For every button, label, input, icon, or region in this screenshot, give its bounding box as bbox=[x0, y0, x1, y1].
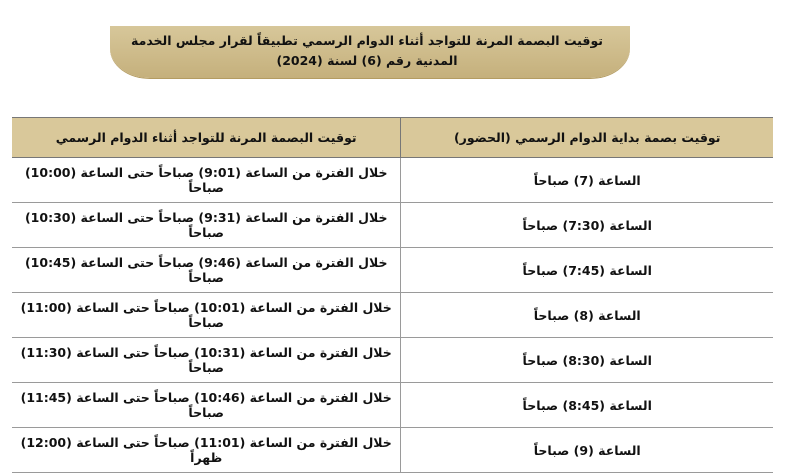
table-row bbox=[12, 248, 773, 293]
flexible-window-cell: خلال الفترة من الساعة (11:01) صباحاً حتى الساعة (12:00) ظهراً bbox=[12, 428, 401, 473]
table-row bbox=[12, 383, 773, 428]
flexible-window-cell: خلال الفترة من الساعة (10:31) صباحاً حتى الساعة (11:30) صباحاً bbox=[12, 338, 401, 383]
table-row bbox=[12, 338, 773, 383]
attendance-cell: الساعة (8:45) صباحاً bbox=[401, 383, 773, 428]
table-row bbox=[12, 428, 773, 473]
flexible-window-cell: خلال الفترة من الساعة (10:01) صباحاً حتى الساعة (11:00) صباحاً bbox=[12, 293, 401, 338]
attendance-cell: الساعة (8:30) صباحاً bbox=[401, 338, 773, 383]
page-title bbox=[122, 31, 612, 71]
timing-table bbox=[12, 117, 773, 473]
table-header-row bbox=[12, 118, 773, 158]
flexible-window-cell: خلال الفترة من الساعة (9:01) صباحاً حتى الساعة (10:00) صباحاً bbox=[12, 158, 401, 203]
flexible-window-cell: خلال الفترة من الساعة (9:31) صباحاً حتى الساعة (10:30) صباحاً bbox=[12, 203, 401, 248]
column-header-attendance: توقيت بصمة بداية الدوام الرسمي (الحضور) bbox=[401, 118, 773, 158]
attendance-cell: الساعة (8) صباحاً bbox=[401, 293, 773, 338]
table-row bbox=[12, 158, 773, 203]
table-row bbox=[12, 293, 773, 338]
flexible-window-cell: خلال الفترة من الساعة (9:46) صباحاً حتى الساعة (10:45) صباحاً bbox=[12, 248, 401, 293]
flexible-window-cell: خلال الفترة من الساعة (10:46) صباحاً حتى الساعة (11:45) صباحاً bbox=[12, 383, 401, 428]
attendance-cell: الساعة (7:30) صباحاً bbox=[401, 203, 773, 248]
column-header-flexible: توقيت البصمة المرنة للتواجد أثناء الدوام الرسمي bbox=[12, 118, 401, 158]
attendance-cell: الساعة (7) صباحاً bbox=[401, 158, 773, 203]
attendance-cell: الساعة (9) صباحاً bbox=[401, 428, 773, 473]
page-title-text: توقيت البصمة المرنة للتواجد أثناء الدوام الرسمي تطبيقاً لقرار مجلس الخدمة المدنية رقم (6) لسنة (2024) bbox=[131, 33, 603, 68]
attendance-cell: الساعة (7:45) صباحاً bbox=[401, 248, 773, 293]
table-row bbox=[12, 203, 773, 248]
